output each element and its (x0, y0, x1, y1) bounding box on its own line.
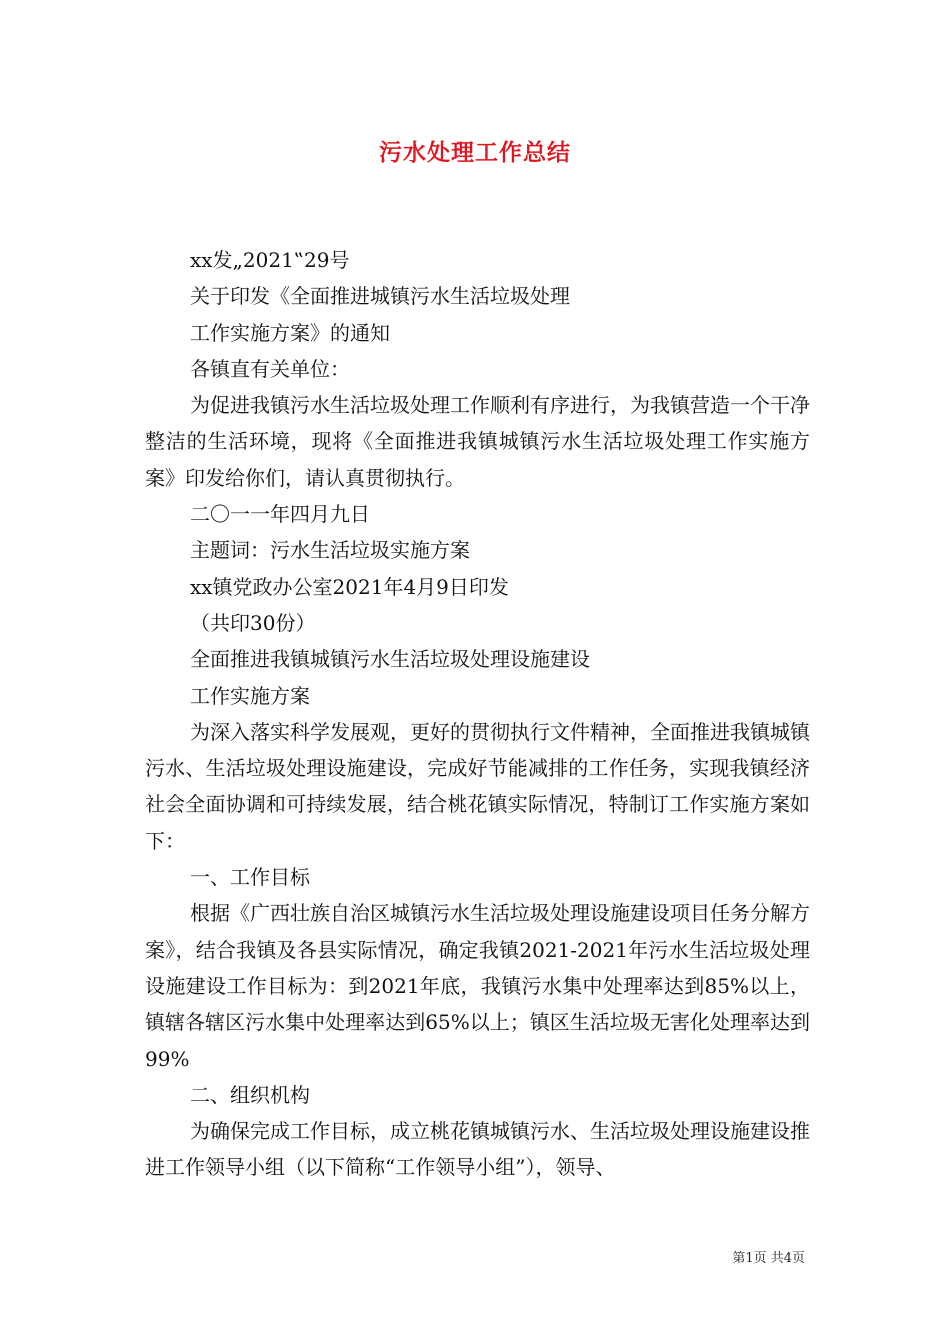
document-title: 污水处理工作总结 (379, 139, 571, 166)
plan-title-line-1: 全面推进我镇城镇污水生活垃圾处理设施建设 (190, 647, 590, 672)
page-number: 第1页 共4页 (732, 1251, 805, 1266)
issue-date: 二〇一一年四月九日 (190, 502, 370, 527)
organization-paragraph: 为确保完成工作目标，成立桃花镇城镇污水、生活垃圾处理设施建设推进工作领导小组（以下简称“工作领导小组”），领导、 (145, 1119, 810, 1180)
recipients: 各镇直有关单位： (190, 356, 350, 381)
subject-words: 主题词：污水生活垃圾实施方案 (190, 538, 470, 563)
copies-count: （共印30份） (190, 610, 316, 635)
goals-paragraph: 根据《广西壮族自治区城镇污水生活垃圾处理设施建设项目任务分解方案》，结合我镇及各县实际情况，确定我镇2021-2021年污水生活垃圾处理设施建设工作目标为：到2021年底，我镇污水集中处理率达到85%以上，镇辖各辖区污水集中处理率达到65%以上；镇区生活垃圾无害化处理率达到99% (145, 901, 810, 1071)
document-body (145, 242, 810, 1186)
section-heading-goals: 一、工作目标 (190, 865, 310, 890)
notice-title-line-2: 工作实施方案》的通知 (190, 320, 390, 345)
intro-paragraph: 为深入落实科学发展观，更好的贯彻执行文件精神，全面推进我镇城镇污水、生活垃圾处理设施建设，完成好节能减排的工作任务，实现我镇经济社会全面协调和可持续发展，结合桃花镇实际情况，特制订工作实施方案如下： (145, 719, 810, 853)
doc-number: xx发„2021‟29号 (190, 248, 350, 272)
section-heading-organization: 二、组织机构 (190, 1082, 310, 1107)
plan-title-line-2: 工作实施方案 (190, 683, 310, 708)
notice-paragraph: 为促进我镇污水生活垃圾处理工作顺利有序进行，为我镇营造一个干净整洁的生活环境，现将《全面推进我镇城镇污水生活垃圾处理工作实施方案》印发给你们，请认真贯彻执行。 (145, 393, 810, 490)
printed-by: xx镇党政办公室2021年4月9日印发 (190, 574, 509, 599)
notice-title-line-1: 关于印发《全面推进城镇污水生活垃圾处理 (190, 284, 570, 309)
